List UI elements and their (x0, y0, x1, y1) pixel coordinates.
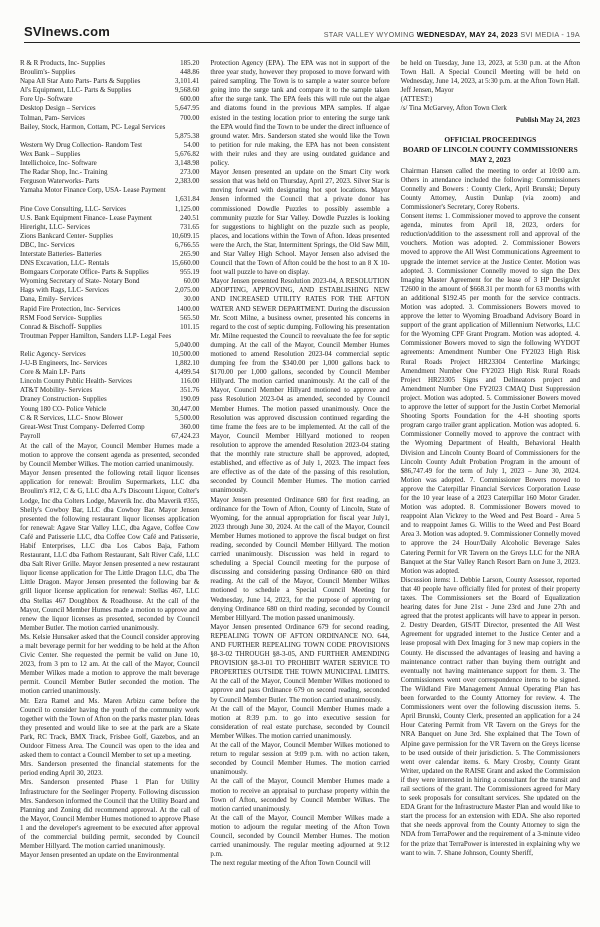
expense-amount: 67,424.23 (171, 431, 200, 440)
expense-row (20, 186, 199, 204)
expense-amount: 1,631.84 (174, 195, 200, 204)
masthead-edition: SVI MEDIA - 19A (518, 30, 580, 39)
expense-amount: 273.00 (180, 168, 200, 177)
expense-payee: The Radar Shop, Inc.- Training (20, 168, 108, 177)
proceedings-heading (401, 135, 580, 165)
expense-payee: Yamaha Motor Finance Corp, USA- Lease Payment (20, 186, 166, 195)
expense-amount: 10,609.15 (171, 231, 200, 240)
expense-amount: 5,875.38 (174, 131, 200, 140)
expense-row (20, 395, 199, 404)
masthead-date: WEDNESDAY, MAY 24, 2023 (416, 30, 519, 39)
paragraph: Protection Agency (EPA). The EPA was not in support of the three year study, however they proposed to move forward with paired sampling. The Town is to sample a water source before going into the surge tank and compare it to the sample taken after the surge tank. The EPA feels this will rule out the algae and diatoms found in the previous MPA samples. If algae existed in the testing location prior to entering the surge tank the EPA would find the Town to be under the direct influence of ground water. Mrs. Sanderson stated she would like the Town to petition for rule making, the EPA has not been consistent with their rules and they are using outdated guidance and policy. (210, 59, 390, 168)
expense-amount: 116.00 (180, 377, 200, 386)
expense-amount: 190.09 (180, 395, 200, 404)
expense-amount: 351.76 (180, 386, 200, 395)
expense-amount: 185.20 (180, 59, 200, 67)
expense-row (20, 323, 199, 332)
expense-amount: 101.15 (180, 322, 200, 331)
expense-row (20, 414, 199, 423)
paragraph: Mayor Jensen presented an update on the Environmental (20, 851, 179, 860)
council-minutes-middle (210, 59, 389, 868)
expense-payee: C & R Services, LLC- Snow Blower (20, 413, 123, 422)
expense-amount: 1,125.00 (174, 204, 200, 213)
paragraph: Mayor Jensen presented Ordinance 680 for first reading, an ordinance for the Town of Afton, County of Lincoln, State of Wyoming, for the annual appropriation for fiscal year July1, 2023 through June 30, 2024. At the call of the Mayor, Council Member Humes motioned to approve the fiscal budget on first reading, seconded by Council Member Hillyard. The motion carried unanimously. Discussion was held in regard to scheduling a Special Council meeting for the purpose of discussing and considering passing Ordinance 680 on third reading. At the call of the Mayor, Council Member Wilkes motioned to schedule a Special Council Meeting for Wednesday, June 14, 2023, for the purpose of approving or denying Ordinance 680 on third reading, seconded by Council Member Hillyard. The motion passed unanimously. (210, 495, 390, 622)
expense-amount: 240.51 (180, 213, 200, 222)
expense-amount: 10,500.00 (171, 350, 200, 358)
paragraph: At the call of the Mayor, Council Member Humes made a motion to approve the consent agenda as presented, seconded by Council Member Wilkes. The motion carried unanimously. (20, 441, 200, 469)
expense-amount: 1,882.10 (174, 359, 200, 368)
paragraph: Mrs. Sanderson presented the financial statements for the period ending April 30, 2023. (20, 760, 200, 778)
signature-line: Jeff Jensen, Mayor (400, 86, 454, 95)
expense-payee: Desktop Design – Services (20, 104, 96, 113)
expense-ledger (20, 59, 199, 441)
proceedings-heading-line1: OFFICIAL PROCEEDINGS (444, 134, 537, 144)
paragraph: At the call of the Mayor, Council Member Humes made a motion to receive an appraisal to purchase property within the Town of Afton, seconded by Council Member Wilkes. The motion carried unanimously. (210, 777, 390, 813)
commissioners-proceedings (401, 167, 580, 858)
paragraph: At the call of the Mayor, Council Member Wilkes motioned to return to regular session at 9:09 p.m. with no action taken, seconded by Council Member Humes. The motion carried unanimously. (210, 741, 390, 777)
expense-row (20, 259, 199, 268)
paragraph: Mr. Ezra Ramel and Ms. Maren Arbizu came before the Council to consider having the youth of the community work together with the Town of Afton on the parks master plan. Ideas they presented and would like to see at the park are a Skate Park, RC Track, BMX Track, Frisbee Golf, Gazebos, and an Outdoor Fitness Area. The Council was open to the idea and asked them to contact a Council Member to set up a meeting. (20, 696, 200, 760)
expense-amount: 54.00 (183, 140, 200, 149)
paragraph: Mayor Jensen presented an update on the Smart City work session that was held on Thursday, April 27, 2023. Silver Star is moving forward with designating hot spot locations. Mayor Jensen informed the Council that a private donor has commissioned Dowdle Puzzles to possibly assemble a community puzzle for Star Valley. Dowdle Puzzles is looking for suggestions to highlight on the puzzle such as people, places, and locations within the Town of Afton. Ideas presented were the Arch, the Star, Intermittent Springs, the Old Saw Mill, and Star Valley High School. Mayor Jensen also advised the Council that the Town of Afton could be the host to an 8 X 10-foot wall puzzle to have on display. (210, 168, 390, 277)
expense-payee: R & R Products, Inc- Supplies (20, 59, 106, 67)
expense-amount: 3,148.98 (174, 159, 200, 168)
column-left (20, 59, 199, 868)
expense-amount: 700.00 (180, 113, 200, 122)
expense-row (20, 423, 199, 432)
expense-amount: 265.90 (180, 249, 200, 258)
expense-payee: Broulim's- Supplies (20, 68, 76, 77)
masthead-right (324, 30, 580, 39)
expense-payee: Wex Bank – Supplies (20, 149, 81, 158)
expense-payee: Bailey, Stock, Harmon, Cottam, PC- Legal Services (20, 122, 166, 131)
expense-row (20, 359, 199, 368)
expense-row (20, 177, 199, 186)
expense-payee: Tolman, Pam- Services (20, 113, 86, 122)
expense-payee: Rapid Fire Protection, Inc- Services (20, 304, 121, 313)
expense-row (20, 77, 199, 86)
signature-line: /s/ Tina McGarvey, Afton Town Clerk (400, 104, 507, 113)
proceedings-heading-line2: BOARD OF LINCOLN COUNTY COMMISSIONERS (402, 144, 578, 154)
expense-amount: 15,660.00 (171, 259, 200, 268)
expense-amount: 5,676.82 (174, 149, 200, 158)
column-right (401, 59, 580, 868)
expense-row (20, 159, 199, 168)
expense-amount: 30.00 (183, 295, 200, 304)
paragraph: Mayor Jensen presented Resolution 2023-04, A RESOLUTION ADOPTING, APPROVING, AND ESTABLISHING NEW AND INCREASED UTILITY RATES FOR THE AFTON WATER AND SEWER DEPARTMENT. During the discussion Mr. Scott Milne, a business owner, presented his concerns in regard to the cost of septic dumping. Following his presentation Mr. Milne requested the Council to reevaluate the fee for septic dumping. At the call of the Mayor, Council Member Humes motioned to amend Resolution 2023-04 commercial septic dumping fee from the $340.00 per 1,000 gallons back to $170.00 per 1,000 gallons, seconded by Council Member Hillyard. The motion carried unanimously. At the call of the Mayor, Council Member Hillyard motioned to approve and pass Resolution 2023-04 as amended, seconded by Council Member Humes. The motion passed unanimously. Once the Resolution was approved discussion continued regarding the time frame the fees are to be implemented. At the call of the Mayor, Council Member Hillyard motioned to reopen resolution to approve the amended Resolution 2023-04 stating that the monthly rate structure shall be approved, adopted, established, and effective as of July 1, 2023. The impact fees are effective as of the date of the passing of this resolution, seconded by Council Member Humes. The motion carried unanimously. (210, 277, 390, 495)
expense-row (20, 286, 199, 295)
expense-payee: Pine Cove Consulting, LLC- Services (20, 204, 126, 213)
expense-row (20, 314, 199, 323)
article-columns (20, 59, 580, 868)
paragraph: At the call of the Mayor, Council Member Wilkes made a motion to adjourn the regular meeting of the Afton Town Council, seconded by Council Member Humes. The motion carried unanimously. The regular meeting adjourned at 9:12 p.m. (210, 813, 390, 859)
expense-payee: Draney Construction- Supplies (20, 395, 107, 404)
expense-payee: Hireright, LLC- Services (20, 222, 91, 231)
expense-row (20, 305, 199, 314)
expense-payee: Al's Equipment, LLC- Parts & Supplies (20, 86, 132, 95)
expense-amount: 5,647.95 (174, 104, 200, 113)
paragraph: Consent items: 1. Commissioner moved to approve the consent agenda, minutes from April 18, 2023, orders for reduction/addition to the assessment roll and approval of the vouchers. Motion was adopted. 2. Commissioner Bowers moved to approve the All West Communications Agreement to upgrade the internet service at the Justice Center. Motion was adopted. 3. Commissioner Connelly moved to sign the Dex Imaging Master Agreement for the lease of 3 HP DesignJet T2600 in the amount of $668.31 per month for 63 months with an additional $192.45 per month for the service contracts. Motion was adopted. 3. Commissioners Bowers moved to approve the letter to Wyoming Broadband Advisory Board in support of the grant application of Millennium Networks, LLC for the Wyoming CPF Grant Program. Motion was adopted. 4. Commissioner Bowers moved to sign the following WYDOT agreements: Amendment Number One FY2023 High Risk Rural Roads Project HR23304 Centerline Markings; Amendment Number One FY2023 High Risk Rural Roads Project HR23305 Signs and Delineators project and Amendment Number One FY2023 CMAQ Dust Suppression project. Motion was adopted. 5. Commissioner Bowers moved to approve the letter of support for the Justin Corbet Memorial Shooting Sports Foundation for the 4-H shooting sports program cargo trailer grant application. Motion was adopted. 6. Commissioner Connelly moved to approve the contract with the Wyoming Department of Health, Behavioral Health Division and Lincoln County Board of Commissioners for the Lincoln County Adult Probation Program in the amount of $86,747.49 for the term of July 1, 2023 – June 30, 2024. Motion was adopted. 7. Commissioner Bowers moved to approve the Caterpillar Financial Services Corporation Lease for the 10 year lease of a 2023 Caterpillar 160 Motor Grader. Motion was adopted. 8. Commissioner Bowers moved to reappoint Alan Vickrey to the Weed and Pest Board - Area 5 and to reappoint James G. Willis to the Weed and Pest Board Area 3. Motion was adopted. 9. Commissioner Connelly moved to approve the 24 Hour/Daily Alcoholic Beverage Sales Catering Permit for VR Tavern on the Greys LLC for the NRA Banquet at the Star Valley Ranch Resort Barn on June 3, 2023. Motion was adopted. (400, 212, 580, 575)
expense-row (20, 277, 199, 286)
site-name: SVInews.com (24, 24, 111, 39)
proceedings-heading-line3: MAY 2, 2023 (469, 154, 511, 164)
expense-row (20, 68, 199, 77)
publish-line: Publish May 24, 2023 (515, 115, 580, 124)
expense-payee: Intellichoice, Inc- Software (20, 159, 97, 168)
expense-amount: 5,040.00 (174, 340, 200, 349)
signature-line: (ATTEST:) (400, 95, 433, 104)
expense-payee: Lincoln County Public Health- Services (20, 377, 132, 386)
expense-amount: 9,568.60 (174, 86, 200, 95)
expense-row (20, 114, 199, 123)
expense-payee: Core & Main LP- Parts (20, 368, 86, 377)
expense-row (20, 168, 199, 177)
expense-amount: 1400.00 (176, 304, 200, 313)
expense-payee: Great-West Trust Company- Deferred Comp (20, 422, 145, 431)
expense-row (20, 232, 199, 241)
meeting-notice-paragraph: be held on Tuesday, June 13, 2023, at 5:30 p.m. at the Afton Town Hall. A Special Council Meeting will be held on Wednesday, June 14, 2023, at 5:30 p.m. at the Afton Town Hall. (400, 59, 580, 86)
expense-amount: 565.50 (180, 313, 200, 322)
expense-payee: Dana, Emily- Services (20, 295, 84, 304)
paragraph: Mrs. Sanderson presented Phase 1 Plan for Utility Infrastructure for the Seelinger Property. Following discussion Mrs. Sanderson informed the Council that the Utility Board and Planning and Zoning did recommend approval. At the call of the Mayor, Council Member Humes motioned to approve Phase 1 and the developer's agreement to be executed after approval of the commercial building permit, seconded by Council Member Hillyard. The motion carried unanimously. (20, 778, 200, 851)
expense-payee: Relic Agency- Services (20, 350, 86, 358)
expense-payee: Fore Up- Software (20, 95, 73, 104)
expense-amount: 360.00 (180, 422, 200, 431)
expense-payee: Ferguson Waterworks- Parts (20, 177, 100, 186)
expense-payee: Hags with Rags, LLC- Services (20, 286, 109, 295)
expense-row (20, 86, 199, 95)
expense-payee: Young 180 CO- Police Vehicle (20, 404, 107, 413)
expense-amount: 448.86 (180, 68, 200, 77)
expense-amount: 731.65 (180, 222, 200, 231)
paragraph: Mayor Jensen presented Ordinance 679 for second reading, REPEALING TOWN OF AFTON ORDINANCE NO. 644, AND FURTHER REPEALING TOWN CODE PROVISIONS §8-3-02 THROUGH §8-3-05, AND FURTHER AMENDING PROVISION §8-3-01 TO PROHIBIT WATER SERVICE TO PROPERTIES OUTSIDE THE TOWN MUNICIPAL LIMITS. At the call of the Mayor, Council Member Wilkes motioned to approve and pass Ordinance 679 on second reading, seconded by Council Member Butler. The motion carried unanimously. (210, 622, 390, 704)
expense-amount: 2,383.00 (174, 177, 200, 186)
expense-row (20, 377, 199, 386)
expense-row (20, 150, 199, 159)
expense-row (20, 405, 199, 414)
expense-row (20, 295, 199, 304)
expense-amount: 30,447.00 (171, 404, 200, 413)
expense-payee: AT&T Mobility- Services (20, 386, 93, 395)
expense-row (20, 123, 199, 141)
expense-payee: RSM Food Service- Supplies (20, 313, 102, 322)
expense-row (20, 250, 199, 259)
expense-payee: Conrad & Bischoff- Supplies (20, 322, 102, 331)
expense-amount: 60.00 (183, 277, 200, 286)
expense-payee: Troutman Pepper Hamilton, Sanders LLP- Legal Fees (20, 331, 172, 340)
expense-payee: J-U-B Engineers, Inc- Services (20, 359, 108, 368)
paragraph: Chairman Hansen called the meeting to order at 10:00 a.m. Others in attendance included the following: Commissioners Connelly and Bowers : County Clerk, April Brunski; Deputy County Attorney, Austin Dunlap (via zoom) and Commissioner's Secretary, Corey Roberts. (400, 166, 580, 211)
expense-payee: Interstate Batteries- Batteries (20, 249, 102, 258)
expense-payee: U.S. Bank Equipment Finance- Lease Payment (20, 213, 152, 222)
expense-row (20, 205, 199, 214)
expense-amount: 5,500.00 (174, 413, 200, 422)
expense-payee: Payroll (20, 431, 41, 440)
expense-row (20, 223, 199, 232)
expense-payee: Zions Bankcard Center- Supplies (20, 231, 113, 240)
expense-amount: 2,075.00 (174, 286, 200, 295)
expense-row (20, 386, 199, 395)
signature-block (401, 86, 580, 113)
expense-amount: 4,499.54 (174, 368, 200, 377)
expense-row (20, 268, 199, 277)
expense-amount: 6,766.55 (174, 240, 200, 249)
column-middle (210, 59, 389, 868)
expense-row (20, 350, 199, 359)
paragraph: At the call of the Mayor, Council Member Humes made a motion at 8:39 p.m. to go into executive session for consideration of real estate purchase, seconded by Council Member Wilkes. The motion carried unanimously. (210, 704, 390, 740)
paragraph: Mayor Jensen presented the following retail liquor licenses application for renewal: Broulim Supermarkets, LLC dba Broulim's #12, C & G, LLC dba A.J's Discount Liquor, Colter's Lodge, Inc dba Colters Lodge, Maverik Inc. dba Maverik #355, Shelly's Cowboy Bar, LLC dba Cowboy Bar. Mayor Jensen presented the following restaurant liquor licenses application for renewal: Agave Star Valley LLC, dba Agave, Coffee Cow Café and Patisserie LLC, dba Coffee Cow Café and Patisserie, Habif Enterprises, LLC dba Los Cabos Baja, Fathom Restaurant, LLC dba Fathom Restaurant, Salt River Café, LLC dba Salt River Grille. Mayor Jensen presented a new restaurant liquor license application for The Little Dragon LLC, dba The Little Dragon. Mayor Jensen presented the following bar & grill liquor license application for renewal: Stellas 467, LLC dba Stellas 467 Doughbox & Roadhouse. At the call of the Mayor, Council Member Humes made a motion to approve and renew the liquor licenses as presented, seconded by Council Member Butler. The motion carried unanimously. (20, 469, 200, 632)
expense-row (20, 432, 199, 441)
expense-row (20, 141, 199, 150)
paragraph: Ms. Kelsie Hunsaker asked that the Council consider approving a malt beverage permit for her wedding to be held at the Afton Civic Center. She requested the permit be valid on June 10, 2023, from 3 pm to 12 am. At the call of the Mayor, Council Member Wilkes made a motion to approve the malt beverage permit. Council Member Butler seconded the motion. The motion carried unanimously. (20, 632, 200, 696)
expense-row (20, 332, 199, 350)
council-minutes-left (20, 442, 199, 860)
expense-row (20, 214, 199, 223)
expense-row (20, 368, 199, 377)
expense-payee: Bomgaars Corporate Office- Parts & Supplies (20, 268, 149, 277)
expense-amount: 600.00 (180, 95, 200, 104)
expense-row (20, 95, 199, 104)
expense-payee: DBC, Inc- Services (20, 240, 75, 249)
masthead (24, 24, 580, 43)
expense-payee: Napa All Star Auto Parts- Parts & Supplies (20, 77, 141, 86)
paragraph: The next regular meeting of the Afton Town Council will (210, 859, 371, 868)
expense-row (20, 104, 199, 113)
paragraph: Discussion items: 1. Debbie Larson, County Assessor, reported that 40 people have officially filed for protest of their property taxes. The Commissioners set the Board of Equalization hearing dates for June 21st - June 23rd and June 27th and agreed that the protest applicants will have to appear in person. 2. Destry Dearden, GIS/IT Director, presented the All West Agreement for upgraded internet to the Justice Center and a lease proposal with Dex Imaging for 3 new map copiers in the County. He discussed the advantages of leasing and having a maintenance contract rather than buying them outright and eventually not having maintenance support for them. 3. The Commissioners went over correspondence items to be signed. The Wildland Fire Management Annual Operating Plan has been forwarded to the County Attorney for review. 4. The Commissioners went over the following discussion items. 5. April Brunski, County Clerk, presented an application for a 24 Hour Catering Permit from VR Tavern on the Greys for the NRA Banquet on June 3rd. She explained that The Town of Alpine gave permission for the VR Tavern on the Greys license to be used outside of their jurisdiction. 5. The Commissioners went over calendar items. 6. Mary Crosby, County Grant Writer, updated on the RAISE Grant and asked the Commission if they were interested in hiring a consultant for the transit and rail sections of the grant. The Commissioners agreed for Mary to seek proposals for consultant services. She updated on the EDA Grant for the Infrastructure Master Plan and would like to start the process for an extension with EDA. She also reported that she needs approval from the County Attorney to sign the NDA from TerraPower and the requirement of a 3-minute video for the prize that TerraPower is interested in explaining why we want to win. 7. Shane Johnson, County Sheriff, (400, 575, 580, 857)
expense-payee: DNS Excavation, LLC- Rentals (20, 259, 110, 268)
masthead-location: STAR VALLEY WYOMING (323, 30, 417, 39)
expense-row (20, 59, 199, 68)
expense-amount: 955.19 (180, 268, 200, 277)
expense-row (20, 241, 199, 250)
expense-payee: Western Wy Drug Collection- Random Test (20, 140, 143, 149)
expense-amount: 3,101.41 (174, 77, 200, 86)
expense-payee: Wyoming Secretary of State- Notary Bond (20, 277, 140, 286)
